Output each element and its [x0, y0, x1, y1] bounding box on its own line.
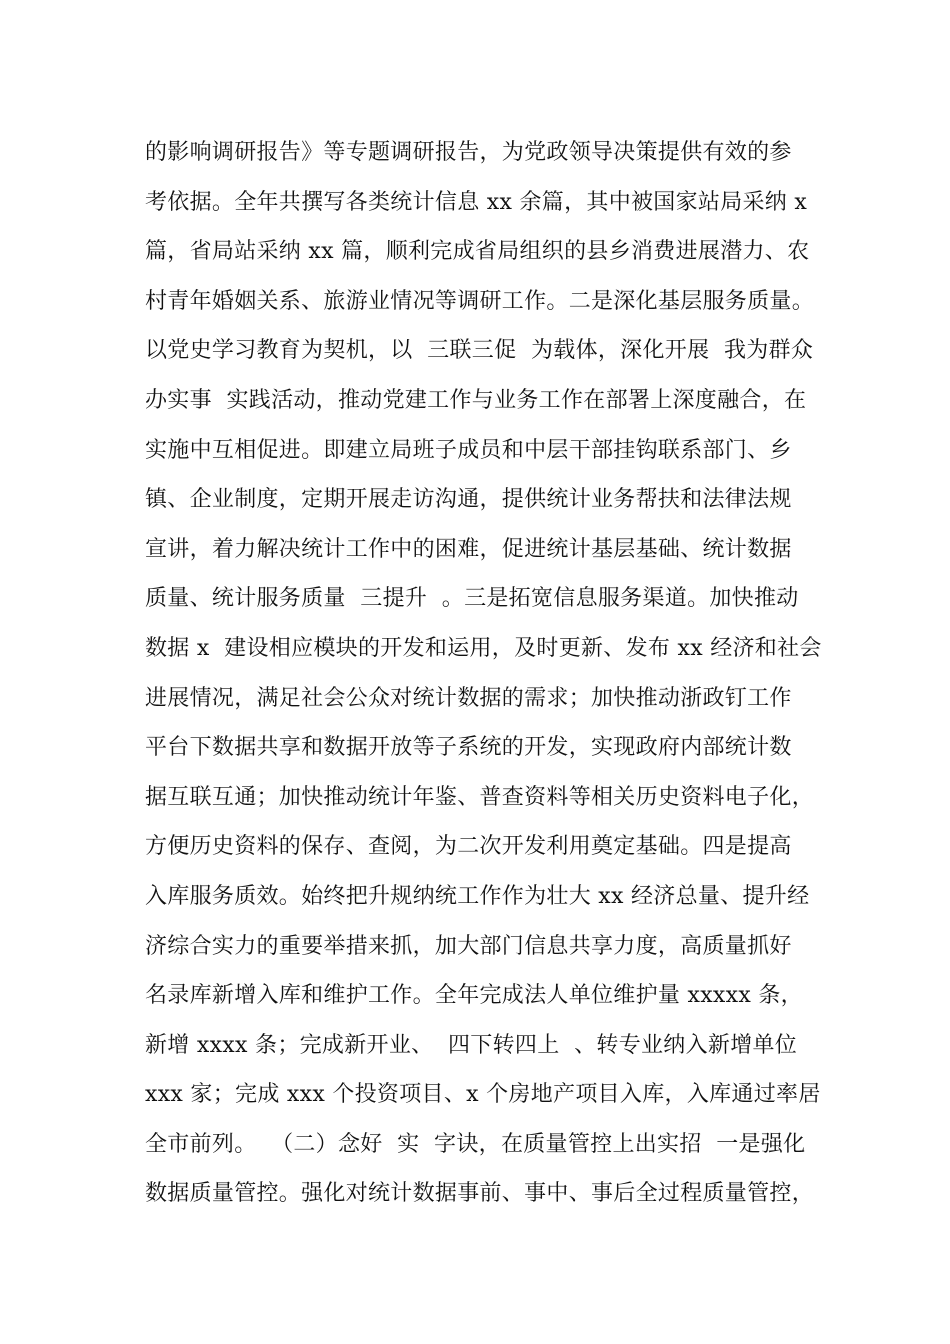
text-line: 考依据。全年共撰写各类统计信息 xx 余篇，其中被国家站局采纳 x	[145, 189, 808, 215]
text-line: 全市前列。 （二）念好 实 字诀，在质量管控上出实招 一是强化	[145, 1131, 806, 1157]
text-line: 进展情况，满足社会公众对统计数据的需求；加快推动浙政钉工作	[145, 685, 792, 711]
text-line: 质量、统计服务质量 三提升 。三是拓宽信息服务渠道。加快推动	[145, 586, 799, 612]
text-line: 镇、企业制度，定期开展走访沟通，提供统计业务帮扶和法律法规	[145, 487, 792, 513]
text-line: 新增 xxxx 条；完成新开业、 四下转四上 、转专业纳入新增单位	[145, 1032, 798, 1058]
text-line: 济综合实力的重要举措来抓，加大部门信息共享力度，高质量抓好	[145, 933, 792, 959]
text-line: 宣讲，着力解决统计工作中的困难，促进统计基层基础、统计数据	[145, 536, 792, 562]
text-line: 平台下数据共享和数据开放等子系统的开发，实现政府内部统计数	[145, 735, 792, 761]
text-line: 以党史学习教育为契机，以 三联三促 为载体，深化开展 我为群众	[145, 338, 814, 364]
text-line: 据互联互通；加快推动统计年鉴、普查资料等相关历史资料电子化，	[145, 784, 815, 810]
text-line: 篇，省局站采纳 xx 篇，顺利完成省局组织的县乡消费进展潜力、农	[145, 239, 810, 265]
text-line: 的影响调研报告》等专题调研报告，为党政领导决策提供有效的参	[145, 140, 792, 165]
text-line: 村青年婚姻关系、旅游业情况等调研工作。二是深化基层服务质量。	[145, 288, 815, 314]
text-line: 办实事 实践活动，推动党建工作与业务工作在部署上深度融合，在	[145, 387, 807, 413]
text-line: 数据 x 建设相应模块的开发和运用，及时更新、发布 xx 经济和社会	[145, 635, 822, 661]
body-text	[145, 128, 825, 1219]
text-line: xxx 家；完成 xxx 个投资项目、x 个房地产项目入库，入库通过率居	[145, 1082, 821, 1108]
text-line: 入库服务质效。始终把升规纳统工作作为壮大 xx 经济总量、提升经	[145, 883, 810, 909]
text-line: 方便历史资料的保存、查阅，为二次开发利用奠定基础。四是提高	[145, 834, 792, 860]
text-line: 名录库新增入库和维护工作。全年完成法人单位维护量 xxxxx 条，	[145, 983, 803, 1009]
text-line: 实施中互相促进。即建立局班子成员和中层干部挂钩联系部门、乡	[145, 437, 792, 463]
text-line: 数据质量管控。强化对统计数据事前、事中、事后全过程质量管控，	[145, 1181, 815, 1207]
